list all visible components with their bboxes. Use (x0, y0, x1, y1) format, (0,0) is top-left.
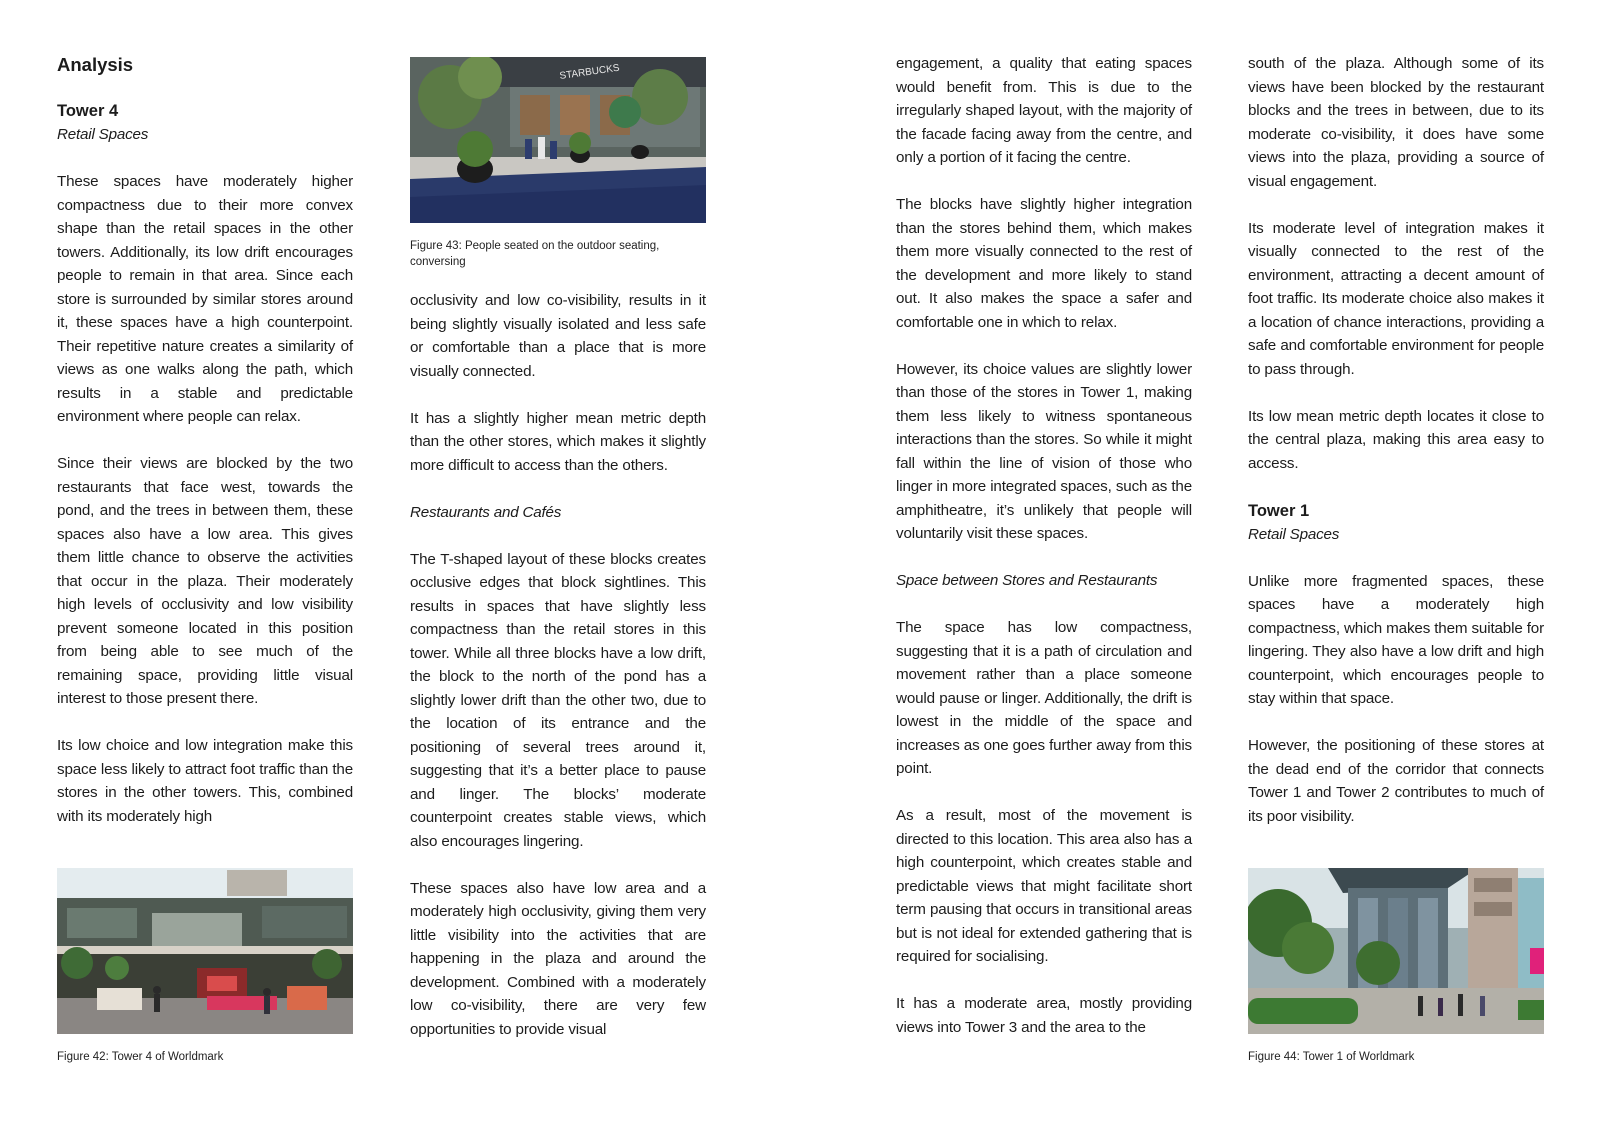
tower-1-heading: Tower 1 (1248, 501, 1310, 520)
paragraph: These spaces also have low area and a moderately high occlusivity, giving them very little visibility into the activities that are happening in the plaza and around the development. Combined with a moderately low co-visibility, there are very few opportunities to provide visual (410, 879, 706, 1038)
paragraph: engagement, a quality that eating spaces would benefit from. This is due to the irregularly shaped layout, with the majority of the facade facing away from the centre, and only a portion of it facing the centre. (896, 55, 1192, 166)
space-between-subheading: Space between Stores and Restaurants (896, 572, 1158, 589)
paragraph: Its low mean metric depth locates it close to the central plaza, making this area easy to access. (1248, 407, 1544, 472)
paragraph: Unlike more fragmented spaces, these spaces have a moderately high compactness, which makes them suitable for lingering. They also have a low drift and high counterpoint, which encourages people to stay within that space. (1248, 572, 1544, 707)
cafe-sign: STARBUCKS (558, 62, 621, 82)
paragraph: However, its choice values are slightly lower than those of the stores in Tower 1, making them less likely to witness spontaneous interactions than the stores. So while it might fall within the line of vision of those who linger in more integrated spaces, such as the amphitheatre, it’s unlikely that people will voluntarily visit these spaces. (896, 360, 1192, 542)
paragraph: As a result, most of the movement is directed to this location. This area also has a high counterpoint, which creates stable and predictable views that might facilitate short term pausing that occurs in transitional areas but is not ideal for extended gathering that is required for socialising. (896, 807, 1192, 965)
cafe-seating-photo (410, 57, 706, 223)
paragraph: However, the positioning of these stores at the dead end of the corridor that connects Tower 1 and Tower 2 contributes to much of its poor visibility. (1248, 737, 1544, 825)
tower-1-photo (1248, 868, 1544, 1034)
column-3 (896, 52, 1192, 1039)
paragraph: These spaces have moderately higher compactness due to their more convex shape than the retail spaces in the other towers. Additionally, its low drift encourages people to remain in that area. Since each store is surrounded by similar stores around it, these spaces have a high counterpoint. Their repetitive nature creates a similarity of views as one walks along the path, which results in a stable and predictable environment where people can relax. (57, 173, 353, 425)
paragraph: It has a slightly higher mean metric depth than the other stores, which makes it slightly more difficult to access than the others. (410, 409, 706, 474)
paragraph: Its low choice and low integration make this space less likely to attract foot traffic than the stores in the other towers. This, combined with its moderately high (57, 737, 353, 825)
paragraph: It has a moderate area, mostly providing views into Tower 3 and the area to the (896, 995, 1192, 1036)
figure-44-caption: Figure 44: Tower 1 of Worldmark (1248, 1051, 1415, 1063)
column-4 (1248, 52, 1544, 828)
column-1 (57, 52, 353, 828)
paragraph: Its moderate level of integration makes it visually connected to the rest of the environment, attracting a decent amount of foot traffic. Its moderate choice also makes it a location of chance interactions, providing a safe and comfortable environment for people to pass through. (1248, 219, 1544, 378)
retail-spaces-subheading: Retail Spaces (1248, 525, 1340, 543)
figure-43-caption: Figure 43: People seated on the outdoor seating, conversing (410, 240, 660, 268)
section-heading: Analysis (57, 54, 134, 75)
retail-spaces-subheading: Retail Spaces (57, 126, 149, 143)
paragraph: south of the plaza. Although some of its views have been blocked by the restaurant blocks and the trees in between, due to its moderate co-visibility, it does have some views into the plaza, providing a source of visual engagement. (1248, 55, 1544, 190)
paragraph: The blocks have slightly higher integration than the stores behind them, which makes them more visually connected to the rest of the development and more likely to stand out. It also makes the space a safer and comfortable one in which to relax. (896, 196, 1192, 331)
paragraph: Since their views are blocked by the two restaurants that face west, towards the pond, and the trees in between them, these spaces also have a low area. This gives them little chance to observe the activities that occur in the plaza. Their moderately high levels of occlusivity and low visibility prevent someone located in this position from being able to see much of the remaining space, providing little visual interest to those present there. (57, 455, 353, 707)
tower-4-heading: Tower 4 (57, 102, 119, 120)
column-2 (410, 289, 706, 1041)
paragraph: The space has low compactness, suggesting that it is a path of circulation and movement rather than a place someone would pause or linger. Additionally, the drift is lowest in the middle of the space and increases as one goes further away from this point. (896, 619, 1192, 777)
restaurants-cafes-subheading: Restaurants and Cafés (410, 503, 562, 521)
paragraph: occlusivity and low co-visibility, results in it being slightly visually isolated and less safe or comfortable than a place that is more visually connected. (410, 292, 706, 380)
paragraph: The T-shaped layout of these blocks creates occlusive edges that block sightlines. This results in spaces that have slightly less compactness than the retail stores in this tower. While all three blocks have a low drift, the block to the north of the pond has a slightly lower drift than the other two, due to the location of its entrance and the positioning of several trees around it, suggesting that it’s a better place to pause and linger. The blocks’ moderate counterpoint creates stable views, which also encourages lingering. (410, 550, 706, 850)
tower-4-photo (57, 868, 353, 1034)
figure-42-caption: Figure 42: Tower 4 of Worldmark (57, 1051, 224, 1063)
